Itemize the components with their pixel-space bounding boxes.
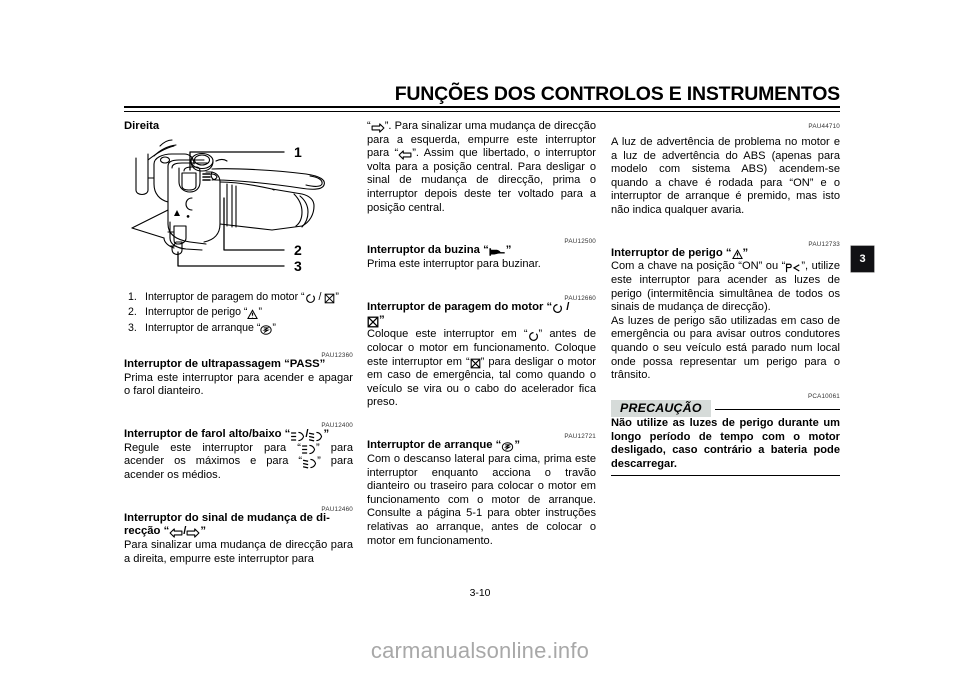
- section-title-turnsignal: Interruptor do sinal de mudança de di- recção “ / ”: [124, 511, 330, 538]
- caption-number: 1.: [128, 290, 137, 303]
- sub-heading-direita: Direita: [124, 120, 160, 132]
- spacer: [367, 215, 596, 235]
- page-title: FUNÇÕES DOS CONTROLOS E INSTRUMENTOS: [394, 83, 840, 105]
- section-body-start: Com o descanso lateral para cima, prima este interruptor enquanto acciona o travão dianteiro ou traseiro para colocar o motor em funcionamento com o motor de arranque. Consulte a página 5-1 para obter instruções relativas ao arranque, antes de colocar o motor em funcionamento.: [367, 452, 596, 547]
- section-body-warning-lights: A luz de advertência de problema no motor e a luz de advertência do ABS (apenas para modelo com sistema ABS) acendem-se quando a chave é rodada para “ON” e o interruptor de arranque é premido, mas isto não indica qualquer avaria.: [611, 136, 840, 216]
- low-beam-icon: [302, 458, 317, 469]
- caution-rule: [715, 409, 840, 410]
- pau-code: PAU44710: [808, 123, 840, 130]
- caution-body: Não utilize as luzes de perigo durante um longo período de tempo com o motor desligado, caso contrário a bateria pode descarregar.: [611, 416, 840, 471]
- section-title-pass: Interruptor de ultrapassagem “PASS”: [124, 358, 326, 371]
- section-body-turnsignal: Para sinalizar uma mudança de direcção para a direita, empurre este interruptor para: [124, 539, 353, 565]
- horn-icon: [489, 247, 506, 257]
- caution-box: [611, 400, 840, 476]
- section-title-horn: Interruptor da buzina “ ”: [367, 244, 512, 257]
- caption-number: 2.: [128, 306, 137, 319]
- section-body-horn: Prima este interruptor para buzinar.: [367, 257, 541, 270]
- spacer: [367, 272, 596, 292]
- figure-caption-list: [124, 290, 353, 337]
- caution-bottom-rule: [611, 475, 840, 476]
- section-body-headlight: Regule este interruptor para “ ” para acender os máximos e para “ ” para acender os médios.: [124, 441, 353, 482]
- spacer: [124, 399, 353, 419]
- right-handlebar-switch-illustration: [124, 138, 353, 286]
- stop-icon: [470, 358, 481, 369]
- high-beam-icon: [301, 444, 316, 455]
- run-icon: [552, 303, 563, 314]
- list-item: [124, 321, 353, 337]
- left-column: [124, 120, 353, 566]
- list-item: [124, 305, 353, 321]
- hazard-icon: [732, 249, 743, 260]
- spacer: [611, 129, 840, 136]
- header-rule-thin: [124, 111, 840, 112]
- caption-text: Interruptor de arranque “ ”: [145, 321, 353, 337]
- pau-code: PAU12733: [808, 240, 840, 248]
- section-body-pass: Prima este interruptor para acender e apagar o farol dianteiro.: [124, 371, 353, 398]
- svg-text:3: 3: [294, 257, 302, 274]
- spacer: [124, 483, 353, 503]
- spacer: [611, 218, 840, 238]
- section-body-hazard-2: As luzes de perigo são utilizadas em caso de emergência ou para avisar outros condutores quando o seu veículo está parado num local onde possa representar um perigo para o trânsito.: [611, 314, 840, 382]
- caution-label: PRECAUÇÃO: [611, 400, 711, 417]
- parking-icon: [785, 263, 801, 273]
- stop-icon: [367, 316, 379, 328]
- pau-code: PAU12500: [564, 238, 596, 246]
- pau-code: PAU12360: [321, 352, 353, 360]
- section-title-hazard: Interruptor de perigo “ ”: [611, 246, 749, 259]
- turn-left-icon: [398, 150, 412, 160]
- header-rule-thick: [124, 106, 840, 108]
- svg-text:2: 2: [294, 241, 302, 258]
- run-icon: [528, 331, 539, 342]
- caption-text: Interruptor de paragem do motor “ / ”: [145, 290, 339, 303]
- section-body-hazard-1: Com a chave na posição “ON” ou “ ”, utilize este interruptor para acender as luzes de perigo (intermitência simultânea de todos os sinais de mudança de direcção).: [611, 260, 840, 314]
- site-watermark: carmanualsonline.info: [370, 638, 590, 663]
- caption-text: Interruptor de perigo “ ”: [145, 306, 262, 319]
- middle-column: [367, 120, 596, 548]
- low-beam-icon: [308, 431, 323, 442]
- pca-code: PCA10061: [807, 392, 840, 400]
- turn-right-icon: [186, 528, 200, 538]
- page-header: [124, 84, 840, 112]
- turn-right-icon: [371, 123, 385, 133]
- chapter-tab: [851, 246, 874, 272]
- pau-code: PAU12400: [321, 422, 353, 430]
- pau-code: PAU12721: [564, 432, 596, 440]
- section-body-enginestop: Coloque este interruptor em “ ” antes de colocar o motor em funcionamento. Coloque este interruptor em “ ” para desligar o motor em caso de emergência, tal como quando o veículo se vira ou o cabo do acelerador fica preso.: [367, 328, 596, 409]
- right-column: [611, 120, 840, 476]
- start-icon: [260, 324, 272, 336]
- pau-code: PAU12660: [564, 294, 596, 302]
- stop-icon: [324, 293, 335, 304]
- caution-header: [611, 400, 840, 417]
- hazard-icon: [247, 309, 258, 320]
- run-icon: [305, 293, 316, 304]
- spacer: [124, 336, 353, 349]
- section-title-headlight: Interruptor de farol alto/baixo “ / ”: [124, 428, 330, 441]
- page-number: 3-10: [469, 588, 491, 599]
- section-title-enginestop: Interruptor de paragem do motor “ / ”: [367, 301, 596, 329]
- turnsignal-continuation: “ ”. Para sinalizar uma mudança de direcção para a esquerda, empurre este interruptor para “ ”. Assim que libertado, o interruptor volta para a posição central. Para desligar o sinal de mudança de direcção, prima o interruptor depois deste ter voltado para a posição central.: [367, 120, 597, 214]
- pau-code: PAU12460: [321, 505, 353, 513]
- caption-number: 3.: [128, 321, 137, 334]
- chapter-tab-number: 3: [859, 253, 866, 265]
- list-item: [124, 290, 353, 306]
- section-title-start: Interruptor de arranque “ ”: [367, 439, 596, 453]
- high-beam-icon: [290, 431, 305, 442]
- start-icon: [501, 441, 514, 453]
- turn-left-icon: [169, 528, 183, 538]
- svg-text:1: 1: [294, 143, 302, 160]
- spacer: [611, 383, 840, 390]
- spacer: [367, 410, 596, 430]
